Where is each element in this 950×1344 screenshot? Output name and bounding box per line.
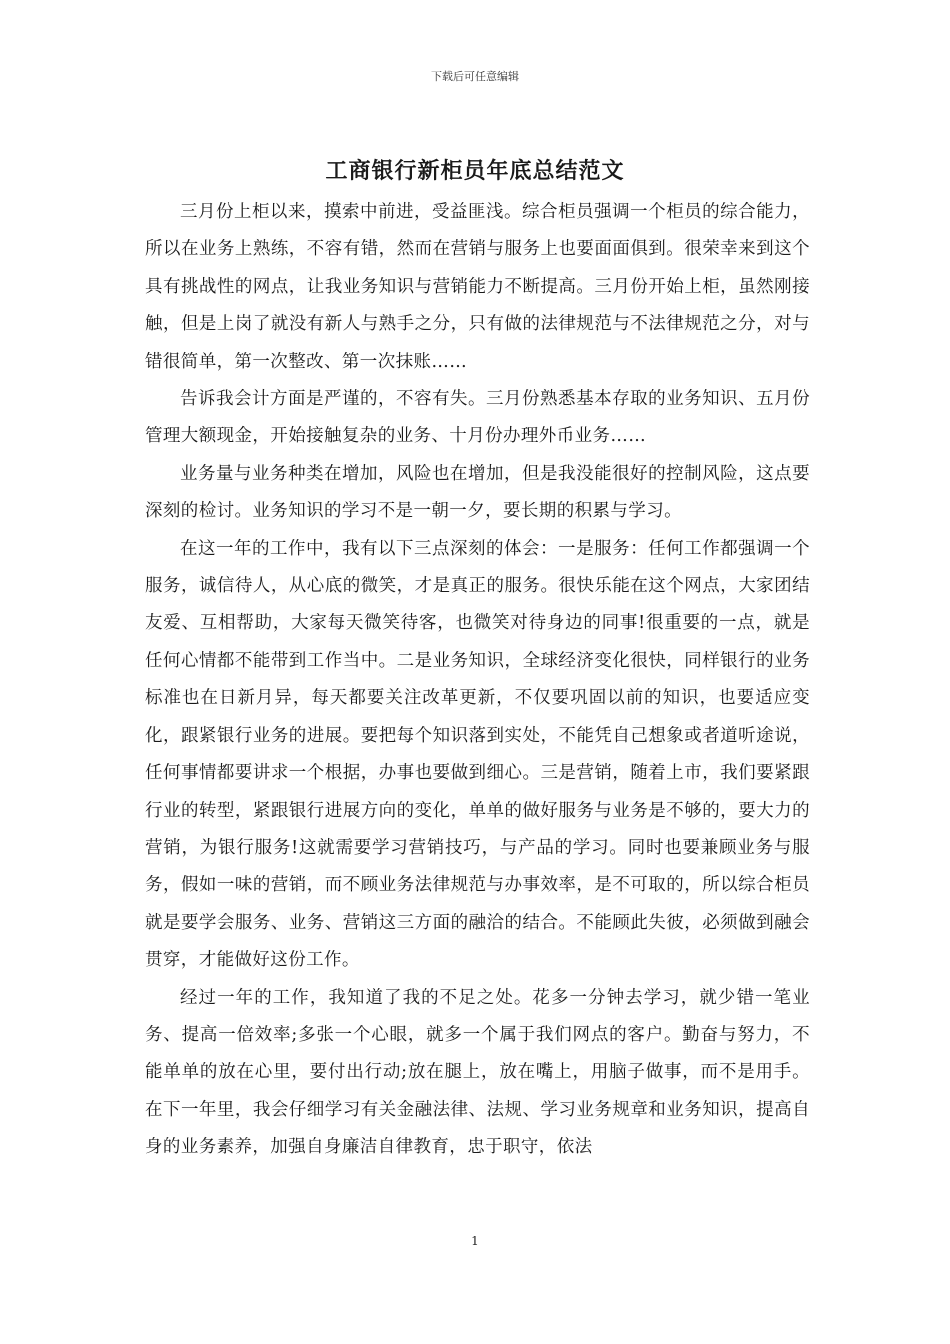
- body-paragraph: 在这一年的工作中，我有以下三点深刻的体会：一是服务：任何工作都强调一个服务，诚信待人，从心底的微笑，才是真正的服务。很快乐能在这个网点，大家团结友爱、互相帮助，大家每天微笑待客，也微笑对待身边的同事!很重要的一点，就是任何心情都不能带到工作当中。二是业务知识，全球经济变化很快，同样银行的业务标准也在日新月异，每天都要关注改革更新，不仅要巩固以前的知识，也要适应变化，跟紧银行业务的进展。要把每个知识落到实处，不能凭自己想象或者道听途说，任何事情都要讲求一个根据，办事也要做到细心。三是营销，随着上市，我们要紧跟行业的转型，紧跟银行进展方向的变化，单单的做好服务与业务是不够的，要大力的营销，为银行服务!这就需要学习营销技巧，与产品的学习。同时也要兼顾业务与服务，假如一味的营销，而不顾业务法律规范与办事效率，是不可取的，所以综合柜员就是要学会服务、业务、营销这三方面的融洽的结合。不能顾此失彼，必须做到融会贯穿，才能做好这份工作。: [145, 538, 810, 971]
- body-paragraph: 告诉我会计方面是严谨的，不容有失。三月份熟悉基本存取的业务知识、五月份管理大额现金，开始接触复杂的业务、十月份办理外币业务……: [145, 389, 810, 447]
- body-paragraph: 三月份上柜以来，摸索中前进，受益匪浅。综合柜员强调一个柜员的综合能力，所以在业务上熟练，不容有错，然而在营销与服务上也要面面俱到。很荣幸来到这个具有挑战性的网点，让我业务知识与营销能力不断提高。三月份开始上柜，虽然刚接触，但是上岗了就没有新人与熟手之分，只有做的法律规范与不法律规范之分，对与错很简单，第一次整改、第一次抹账……: [145, 202, 810, 372]
- page-header-note: 下载后可任意编辑: [431, 70, 519, 83]
- page-number: 1: [471, 1234, 479, 1248]
- body-paragraph: 经过一年的工作，我知道了我的不足之处。花多一分钟去学习，就少错一笔业务、提高一倍效率;多张一个心眼，就多一个属于我们网点的客户。勤奋与努力，不能单单的放在心里，要付出行动;放在腿上，放在嘴上，用脑子做事，而不是用手。在下一年里，我会仔细学习有关金融法律、法规、学习业务规章和业务知识，提高自身的业务素养，加强自身廉洁自律教育，忠于职守，依法: [145, 987, 810, 1158]
- document-title: 工商银行新柜员年底总结范文: [325, 158, 625, 184]
- document-body: [145, 194, 810, 1167]
- body-paragraph: 业务量与业务种类在增加，风险也在增加，但是我没能很好的控制风险，这点要深刻的检讨。业务知识的学习不是一朝一夕，要长期的积累与学习。: [145, 463, 810, 522]
